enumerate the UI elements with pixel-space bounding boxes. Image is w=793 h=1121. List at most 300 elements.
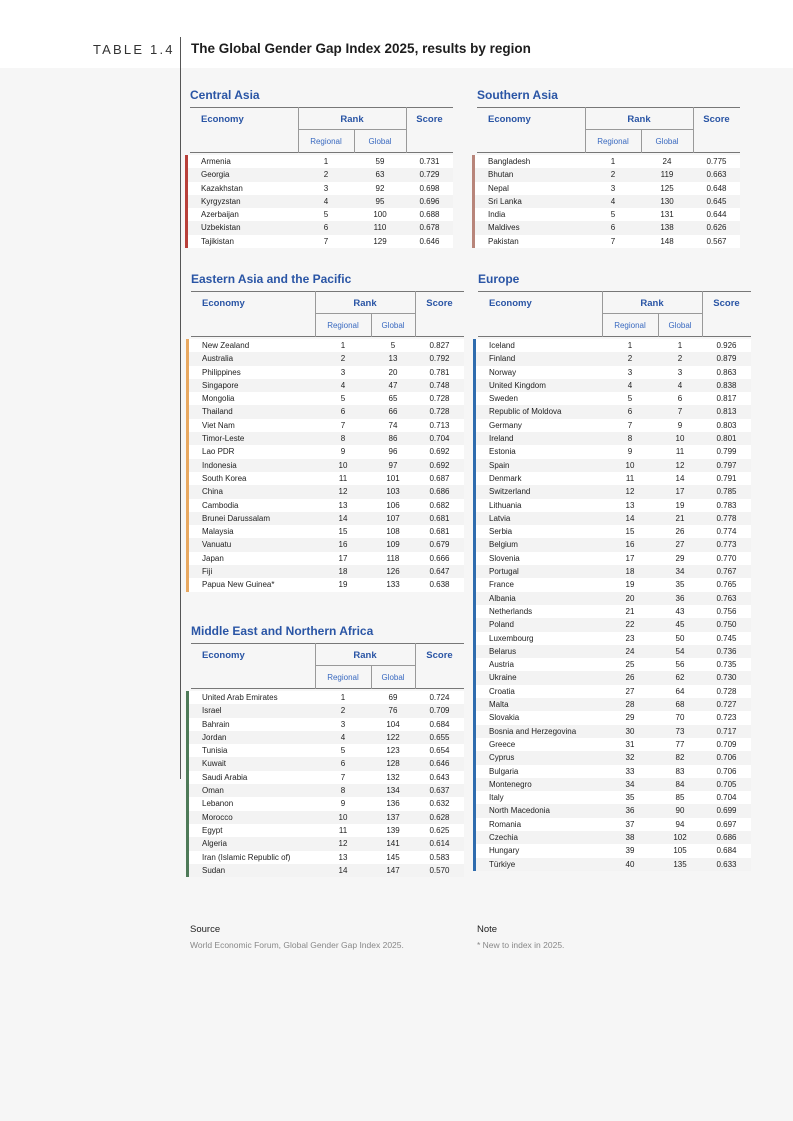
region-title: Middle East and Northern Africa	[191, 624, 374, 638]
table-row	[186, 731, 464, 744]
region-color-bar	[186, 405, 189, 418]
region-color-bar	[186, 704, 189, 717]
economy-cell: Fiji	[202, 567, 213, 577]
table-row	[186, 392, 464, 405]
table-row	[185, 168, 453, 181]
economy-cell: Cyprus	[489, 753, 515, 763]
economy-cell: Ireland	[489, 434, 514, 444]
region-color-bar	[473, 831, 476, 844]
global-rank-cell: 135	[673, 859, 687, 869]
header-rule-bottom	[191, 336, 464, 337]
score-cell: 0.709	[716, 739, 737, 749]
regional-rank-cell: 20	[625, 593, 635, 603]
economy-header: Economy	[488, 114, 531, 125]
score-cell: 0.626	[706, 223, 727, 233]
score-cell: 0.706	[716, 766, 737, 776]
regional-rank-cell: 31	[625, 739, 635, 749]
table-row	[473, 379, 751, 392]
score-cell: 0.792	[429, 354, 450, 364]
score-cell: 0.706	[716, 753, 737, 763]
global-rank-cell: 108	[386, 527, 400, 537]
economy-cell: Switzerland	[489, 487, 531, 497]
score-cell: 0.704	[716, 793, 737, 803]
economy-cell: Tajikistan	[201, 236, 234, 246]
score-cell: 0.775	[706, 157, 727, 166]
economy-cell: Viet Nam	[202, 420, 235, 430]
table-row	[473, 685, 751, 698]
score-header: Score	[416, 114, 443, 125]
score-header: Score	[703, 114, 730, 125]
regional-rank-cell: 35	[625, 793, 635, 803]
global-rank-cell: 62	[675, 673, 685, 683]
score-cell: 0.774	[716, 527, 737, 537]
economy-cell: France	[489, 580, 514, 590]
score-cell: 0.745	[716, 633, 737, 643]
economy-cell: Georgia	[201, 170, 230, 180]
economy-cell: Serbia	[489, 527, 513, 537]
regional-rank-cell: 14	[338, 513, 348, 523]
regional-rank-cell: 8	[340, 434, 346, 444]
score-cell: 0.730	[716, 673, 737, 683]
table-header	[477, 107, 740, 153]
global-rank-cell: 132	[386, 772, 400, 782]
header-rule-bottom	[191, 688, 464, 689]
economy-cell: Germany	[489, 420, 522, 430]
regional-rank-cell: 13	[625, 500, 635, 510]
global-rank-cell: 5	[390, 341, 396, 350]
table-row	[473, 366, 751, 379]
regional-rank-cell: 1	[610, 157, 616, 166]
economy-cell: Luxembourg	[489, 633, 534, 643]
region-color-bar	[473, 698, 476, 711]
score-cell: 0.628	[429, 812, 450, 822]
global-rank-cell: 110	[373, 223, 387, 233]
global-rank-cell: 43	[675, 606, 685, 616]
region-color-bar	[472, 168, 475, 181]
global-rank-cell: 141	[386, 839, 400, 849]
table-body	[186, 691, 464, 877]
score-cell: 0.827	[429, 341, 450, 350]
table-row	[186, 797, 464, 810]
global-rank-cell: 106	[386, 500, 400, 510]
global-rank-cell: 70	[675, 713, 685, 723]
region-color-bar	[473, 565, 476, 578]
economy-cell: Spain	[489, 460, 510, 470]
table-row	[186, 811, 464, 824]
table-row	[186, 538, 464, 551]
table-row	[473, 538, 751, 551]
table-row	[186, 499, 464, 512]
regional-rank-cell: 25	[625, 660, 635, 670]
global-rank-cell: 3	[677, 367, 683, 377]
regional-rank-cell: 1	[340, 341, 346, 350]
regional-rank-cell: 5	[627, 394, 633, 404]
score-cell: 0.879	[716, 354, 737, 364]
score-cell: 0.684	[716, 846, 737, 856]
economy-cell: Sri Lanka	[488, 196, 522, 206]
score-cell: 0.699	[716, 806, 737, 816]
regional-rank-cell: 16	[625, 540, 635, 550]
economy-cell: Belgium	[489, 540, 518, 550]
table-row	[186, 691, 464, 704]
economy-header: Economy	[202, 650, 245, 661]
region-color-bar	[473, 538, 476, 551]
score-cell: 0.736	[716, 646, 737, 656]
global-rank-cell: 119	[660, 170, 674, 180]
economy-cell: Greece	[489, 739, 516, 749]
regional-rank-cell: 12	[338, 839, 348, 849]
header-rule-bottom	[190, 152, 453, 153]
global-rank-cell: 47	[388, 380, 398, 390]
region-color-bar	[186, 366, 189, 379]
table-row	[473, 552, 751, 565]
global-subheader: Global	[668, 321, 692, 330]
economy-cell: Singapore	[202, 380, 239, 390]
region-color-bar	[186, 419, 189, 432]
economy-cell: Romania	[489, 819, 522, 829]
table-row	[186, 784, 464, 797]
header-rule-bottom	[478, 336, 751, 337]
score-cell: 0.728	[716, 686, 737, 696]
regional-rank-cell: 1	[340, 693, 346, 702]
economy-cell: United Arab Emirates	[202, 693, 278, 702]
global-rank-cell: 83	[675, 766, 685, 776]
economy-header: Economy	[201, 114, 244, 125]
global-rank-cell: 129	[373, 236, 387, 246]
score-cell: 0.756	[716, 606, 737, 616]
region-color-bar	[185, 221, 188, 234]
global-rank-cell: 14	[675, 473, 685, 483]
region-color-bar	[185, 182, 188, 195]
table-row	[473, 658, 751, 671]
regional-rank-cell: 7	[340, 420, 346, 430]
regional-rank-cell: 2	[627, 354, 633, 364]
regional-rank-cell: 11	[338, 825, 348, 835]
table-number: TABLE 1.4	[93, 42, 175, 57]
region-color-bar	[186, 744, 189, 757]
header-rule-top	[191, 291, 464, 292]
header-rule-top	[477, 107, 740, 108]
rank-header: Rank	[353, 650, 377, 661]
table-row	[473, 485, 751, 498]
score-cell: 0.687	[429, 473, 450, 483]
region-color-bar	[186, 512, 189, 525]
score-cell: 0.646	[419, 236, 440, 246]
score-cell: 0.748	[429, 380, 450, 390]
score-cell: 0.681	[429, 513, 450, 523]
global-rank-cell: 35	[675, 580, 685, 590]
regional-rank-cell: 1	[323, 157, 329, 166]
economy-cell: Malaysia	[202, 527, 234, 537]
economy-cell: Norway	[489, 367, 517, 377]
regional-rank-cell: 3	[323, 183, 329, 193]
global-rank-cell: 4	[677, 380, 683, 390]
table-row	[186, 472, 464, 485]
regional-rank-cell: 21	[625, 606, 635, 616]
table-row	[473, 339, 751, 352]
regional-rank-cell: 5	[323, 210, 329, 220]
table-row	[473, 405, 751, 418]
global-rank-cell: 66	[388, 407, 398, 417]
score-cell: 0.644	[706, 210, 727, 220]
regional-rank-cell: 6	[340, 759, 346, 769]
regional-rank-cell: 4	[323, 196, 329, 206]
global-rank-cell: 85	[675, 793, 685, 803]
global-rank-cell: 101	[386, 473, 400, 483]
region-color-bar	[186, 565, 189, 578]
economy-cell: North Macedonia	[489, 806, 550, 816]
economy-cell: Denmark	[489, 473, 522, 483]
economy-cell: Thailand	[202, 407, 233, 417]
region-color-bar	[473, 419, 476, 432]
table-row	[473, 725, 751, 738]
global-rank-cell: 54	[675, 646, 685, 656]
header-rule-bottom	[477, 152, 740, 153]
global-rank-cell: 134	[386, 786, 400, 796]
global-rank-cell: 136	[386, 799, 400, 809]
table-row	[186, 578, 464, 591]
regional-rank-cell: 2	[323, 170, 329, 180]
score-cell: 0.638	[429, 580, 450, 590]
table-row	[473, 445, 751, 458]
region-color-bar	[186, 339, 189, 352]
region-color-bar	[472, 195, 475, 208]
rank-header: Rank	[627, 114, 651, 125]
global-rank-cell: 10	[675, 434, 685, 444]
economy-cell: Philippines	[202, 367, 241, 377]
table-row	[473, 711, 751, 724]
header-rule-top	[190, 107, 453, 108]
global-rank-cell: 139	[386, 825, 400, 835]
region-color-bar	[473, 392, 476, 405]
score-cell: 0.735	[716, 660, 737, 670]
regional-rank-cell: 27	[625, 686, 635, 696]
economy-cell: Austria	[489, 660, 514, 670]
economy-cell: Lithuania	[489, 500, 522, 510]
region-color-bar	[186, 459, 189, 472]
table-row	[472, 195, 740, 208]
global-rank-cell: 56	[675, 660, 685, 670]
region-color-bar	[473, 432, 476, 445]
region-color-bar	[472, 235, 475, 248]
table-row	[473, 778, 751, 791]
economy-cell: Maldives	[488, 223, 520, 233]
regional-rank-cell: 38	[625, 832, 635, 842]
global-rank-cell: 68	[675, 700, 685, 710]
rank-header: Rank	[353, 298, 377, 309]
regional-rank-cell: 39	[625, 846, 635, 856]
regional-rank-cell: 18	[338, 567, 348, 577]
score-cell: 0.684	[429, 719, 450, 729]
regional-rank-cell: 24	[625, 646, 635, 656]
regional-rank-cell: 9	[627, 447, 633, 457]
economy-cell: Latvia	[489, 513, 511, 523]
table-row	[185, 195, 453, 208]
region-color-bar	[185, 195, 188, 208]
economy-cell: Saudi Arabia	[202, 772, 248, 782]
global-rank-cell: 20	[388, 367, 398, 377]
table-row	[473, 472, 751, 485]
region-color-bar	[186, 864, 189, 877]
regional-rank-cell: 10	[338, 460, 348, 470]
regional-rank-cell: 7	[627, 420, 633, 430]
economy-cell: India	[488, 210, 506, 220]
table-body	[186, 339, 464, 592]
regional-rank-cell: 26	[625, 673, 635, 683]
economy-cell: Japan	[202, 553, 224, 563]
table-row	[473, 858, 751, 871]
global-rank-cell: 73	[675, 726, 685, 736]
regional-rank-cell: 11	[338, 473, 348, 483]
global-rank-cell: 77	[675, 739, 685, 749]
region-color-bar	[186, 824, 189, 837]
regional-rank-cell: 2	[340, 706, 346, 716]
score-cell: 0.654	[429, 746, 450, 756]
score-cell: 0.633	[716, 859, 737, 869]
economy-cell: Morocco	[202, 812, 233, 822]
regional-rank-cell: 4	[340, 732, 346, 742]
regional-rank-cell: 3	[340, 719, 346, 729]
regional-rank-cell: 7	[610, 236, 616, 246]
score-cell: 0.773	[716, 540, 737, 550]
score-cell: 0.696	[419, 196, 440, 206]
economy-cell: Montenegro	[489, 779, 532, 789]
region-color-bar	[186, 851, 189, 864]
rank-header: Rank	[340, 114, 364, 125]
global-rank-cell: 64	[675, 686, 685, 696]
regional-rank-cell: 4	[627, 380, 633, 390]
note-label: Note	[477, 924, 498, 935]
region-title: Central Asia	[190, 88, 260, 102]
table-row	[186, 405, 464, 418]
table-body	[473, 339, 751, 871]
table-row	[473, 392, 751, 405]
score-cell: 0.583	[429, 852, 450, 862]
score-cell: 0.803	[716, 420, 737, 430]
economy-cell: Mongolia	[202, 394, 235, 404]
region-color-bar	[473, 339, 476, 352]
regional-rank-cell: 37	[625, 819, 635, 829]
table-row	[473, 818, 751, 831]
table-row	[186, 352, 464, 365]
global-rank-cell: 50	[675, 633, 685, 643]
region-color-bar	[473, 685, 476, 698]
score-cell: 0.817	[716, 394, 737, 404]
regional-rank-cell: 15	[338, 527, 348, 537]
economy-cell: Lao PDR	[202, 447, 235, 457]
region-color-bar	[473, 552, 476, 565]
table-row	[186, 379, 464, 392]
regional-rank-cell: 9	[340, 799, 346, 809]
region-color-bar	[186, 837, 189, 850]
region-color-bar	[472, 155, 475, 168]
global-rank-cell: 138	[660, 223, 674, 233]
score-cell: 0.655	[429, 732, 450, 742]
score-cell: 0.686	[716, 832, 737, 842]
economy-cell: Italy	[489, 793, 504, 803]
table-row	[186, 485, 464, 498]
regional-rank-cell: 22	[625, 620, 635, 630]
score-cell: 0.728	[429, 407, 450, 417]
table-row	[473, 618, 751, 631]
table-row	[186, 366, 464, 379]
table-header	[191, 643, 464, 689]
economy-cell: Netherlands	[489, 606, 533, 616]
economy-cell: Jordan	[202, 732, 227, 742]
score-cell: 0.704	[429, 434, 450, 444]
table-row	[185, 182, 453, 195]
global-rank-cell: 147	[386, 865, 400, 875]
global-rank-cell: 118	[386, 553, 400, 563]
source-label: Source	[190, 924, 221, 935]
region-color-bar	[473, 738, 476, 751]
regional-rank-cell: 2	[340, 354, 346, 364]
table-row	[186, 525, 464, 538]
economy-cell: Belarus	[489, 646, 517, 656]
table-row	[473, 632, 751, 645]
region-color-bar	[473, 671, 476, 684]
table-row	[473, 698, 751, 711]
region-color-bar	[186, 445, 189, 458]
score-cell: 0.679	[429, 540, 450, 550]
table-row	[185, 208, 453, 221]
table-row	[473, 645, 751, 658]
score-cell: 0.791	[716, 473, 737, 483]
global-rank-cell: 7	[677, 407, 683, 417]
economy-header: Economy	[489, 298, 532, 309]
score-cell: 0.767	[716, 567, 737, 577]
table-row	[473, 738, 751, 751]
global-rank-cell: 2	[677, 354, 683, 364]
region-color-bar	[473, 366, 476, 379]
score-cell: 0.763	[716, 593, 737, 603]
table-row	[473, 671, 751, 684]
economy-cell: Brunei Darussalam	[202, 513, 271, 523]
global-rank-cell: 6	[677, 394, 683, 404]
economy-cell: Egypt	[202, 825, 223, 835]
region-color-bar	[186, 578, 189, 591]
region-color-bar	[473, 379, 476, 392]
regional-rank-cell: 19	[338, 580, 348, 590]
region-color-bar	[473, 778, 476, 791]
global-rank-cell: 145	[386, 852, 400, 862]
region-color-bar	[473, 658, 476, 671]
table-row	[473, 751, 751, 764]
global-rank-cell: 76	[388, 706, 398, 716]
global-subheader: Global	[655, 137, 679, 146]
global-rank-cell: 137	[386, 812, 400, 822]
score-cell: 0.625	[429, 825, 450, 835]
score-cell: 0.785	[716, 487, 737, 497]
table-row	[186, 445, 464, 458]
table-row	[473, 565, 751, 578]
score-cell: 0.838	[716, 380, 737, 390]
score-cell: 0.692	[429, 460, 450, 470]
regional-subheader: Regional	[327, 321, 359, 330]
economy-cell: Kuwait	[202, 759, 227, 769]
score-cell: 0.637	[429, 786, 450, 796]
regional-rank-cell: 8	[627, 434, 633, 444]
score-cell: 0.783	[716, 500, 737, 510]
regional-subheader: Regional	[614, 321, 646, 330]
economy-header: Economy	[202, 298, 245, 309]
region-color-bar	[473, 499, 476, 512]
score-cell: 0.797	[716, 460, 737, 470]
table-row	[186, 837, 464, 850]
global-rank-cell: 12	[675, 460, 685, 470]
table-row	[473, 844, 751, 857]
region-color-bar	[473, 618, 476, 631]
